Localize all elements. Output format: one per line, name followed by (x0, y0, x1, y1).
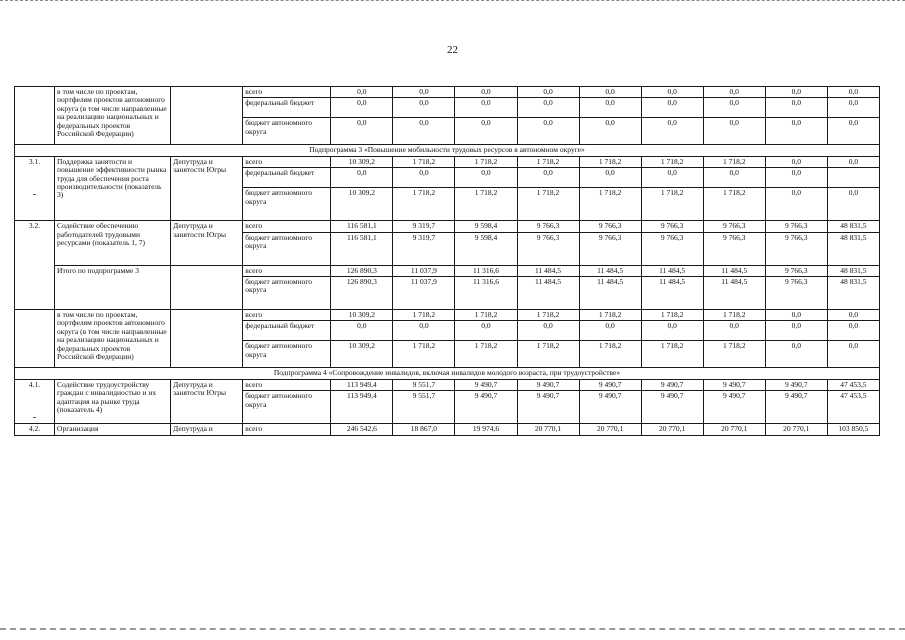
value-cell: 0,0 (517, 98, 579, 118)
value-cell: 9 490,7 (517, 391, 579, 424)
value-cell: 0,0 (517, 118, 579, 145)
value-cell: 0,0 (331, 87, 393, 98)
value-cell: 0,0 (579, 168, 641, 188)
source-label: всего (243, 87, 331, 98)
value-cell: 0,0 (393, 98, 455, 118)
item-4-2-name: Организация (55, 424, 171, 435)
value-cell: 0,0 (393, 118, 455, 145)
value-cell: 9 766,3 (579, 232, 641, 265)
total-sub3-label: Итого по подпрограмме 3 (55, 265, 171, 309)
value-cell: 48 831,5 (827, 232, 879, 265)
source-label: всего (243, 379, 331, 390)
value-cell: 0,0 (765, 341, 827, 368)
value-cell: 0,0 (393, 321, 455, 341)
value-cell: 1 718,2 (455, 156, 517, 167)
value-cell: 11 037,9 (393, 276, 455, 309)
value-cell: 1 718,2 (393, 341, 455, 368)
subprogram-3-title: Подпрограмма 3 «Повышение мобильности трудовых ресурсов в автономном округе» (15, 145, 880, 156)
value-cell (827, 168, 879, 188)
value-cell: 10 309,2 (331, 341, 393, 368)
value-cell: 0,0 (579, 87, 641, 98)
value-cell: 11 484,5 (579, 265, 641, 276)
value-cell: 9 490,7 (765, 379, 827, 390)
value-cell: 47 453,5 (827, 379, 879, 390)
value-cell: 9 319,7 (393, 221, 455, 232)
value-cell: 0,0 (827, 321, 879, 341)
value-cell: 1 718,2 (393, 309, 455, 320)
value-cell: 0,0 (393, 87, 455, 98)
subprogram-4-header-row (15, 368, 880, 379)
item-4-1-executor: Депутруда и занятости Югры (171, 379, 243, 423)
value-cell: 0,0 (455, 321, 517, 341)
value-cell: 103 850,5 (827, 424, 879, 435)
source-label: всего (243, 221, 331, 232)
source-label: бюджет автономного округа (243, 232, 331, 265)
value-cell: 48 831,5 (827, 221, 879, 232)
value-cell: 0,0 (393, 168, 455, 188)
value-cell: 1 718,2 (703, 188, 765, 221)
value-cell: 1 718,2 (579, 156, 641, 167)
item-4-1-row-total (15, 379, 880, 390)
value-cell: 9 766,3 (641, 232, 703, 265)
value-cell: 0,0 (455, 168, 517, 188)
value-cell: 0,0 (827, 87, 879, 98)
value-cell: 0,0 (765, 156, 827, 167)
value-cell: 11 037,9 (393, 265, 455, 276)
value-cell: 0,0 (827, 341, 879, 368)
value-cell: 10 309,2 (331, 156, 393, 167)
value-cell: 0,0 (641, 321, 703, 341)
item-3-1-name: Поддержка занятости и повышение эффективности рынка труда для обеспечения роста производительности (показатель 3) (55, 156, 171, 220)
item-3-2-executor: Депутруда и занятости Югры (171, 221, 243, 265)
row-number: 4.1. (28, 379, 41, 389)
value-cell: 9 766,3 (765, 265, 827, 276)
portfolio-b-row-total (15, 309, 880, 320)
value-cell: 0,0 (641, 118, 703, 145)
value-cell: 1 718,2 (455, 309, 517, 320)
value-cell: 9 598,4 (455, 221, 517, 232)
value-cell: 11 484,5 (517, 276, 579, 309)
value-cell: 0,0 (331, 98, 393, 118)
value-cell: 18 867,0 (393, 424, 455, 435)
value-cell: 0,0 (827, 118, 879, 145)
value-cell: 11 484,5 (703, 276, 765, 309)
value-cell: 48 831,5 (827, 265, 879, 276)
value-cell: 9 490,7 (455, 391, 517, 424)
item-3-2-row-total (15, 221, 880, 232)
value-cell: 126 890,3 (331, 265, 393, 276)
value-cell: 20 770,1 (765, 424, 827, 435)
source-label: бюджет автономного округа (243, 341, 331, 368)
value-cell: 0,0 (703, 168, 765, 188)
value-cell: 0,0 (517, 168, 579, 188)
value-cell: 20 770,1 (579, 424, 641, 435)
value-cell: 1 718,2 (703, 156, 765, 167)
value-cell: 113 949,4 (331, 391, 393, 424)
value-cell: 1 718,2 (641, 309, 703, 320)
value-cell: 0,0 (703, 87, 765, 98)
value-cell: 1 718,2 (517, 341, 579, 368)
value-cell: 0,0 (455, 118, 517, 145)
value-cell: 9 490,7 (579, 379, 641, 390)
row-number: 4.2. (15, 424, 55, 435)
value-cell: 113 949,4 (331, 379, 393, 390)
portfolio-a-row-total (15, 87, 880, 98)
value-cell: 0,0 (331, 321, 393, 341)
source-label: всего (243, 265, 331, 276)
value-cell: 0,0 (641, 87, 703, 98)
value-cell: 9 766,3 (765, 221, 827, 232)
value-cell: 9 319,7 (393, 232, 455, 265)
value-cell: 11 316,6 (455, 265, 517, 276)
source-label: всего (243, 309, 331, 320)
value-cell: 1 718,2 (393, 156, 455, 167)
scan-edge-top (0, 0, 905, 3)
value-cell: 0,0 (331, 168, 393, 188)
item-4-2-row-total (15, 424, 880, 435)
value-cell: 11 316,6 (455, 276, 517, 309)
value-cell: 11 484,5 (641, 265, 703, 276)
value-cell: 246 542,6 (331, 424, 393, 435)
source-label: федеральный бюджет (243, 168, 331, 188)
total-sub3-row-total (15, 265, 880, 276)
scan-mark: - (32, 189, 37, 201)
value-cell: 9 551,7 (393, 379, 455, 390)
value-cell: 20 770,1 (703, 424, 765, 435)
value-cell: 9 490,7 (703, 391, 765, 424)
value-cell: 0,0 (765, 168, 827, 188)
row-number: 3.1. (28, 156, 41, 166)
value-cell: 9 766,3 (765, 232, 827, 265)
value-cell: 9 490,7 (641, 379, 703, 390)
scan-edge-bottom (0, 628, 905, 640)
value-cell: 10 309,2 (331, 188, 393, 221)
value-cell: 0,0 (455, 98, 517, 118)
value-cell: 1 718,2 (579, 341, 641, 368)
value-cell: 1 718,2 (703, 309, 765, 320)
value-cell: 9 766,3 (703, 221, 765, 232)
value-cell: 1 718,2 (393, 188, 455, 221)
value-cell: 9 598,4 (455, 232, 517, 265)
value-cell: 0,0 (827, 98, 879, 118)
source-label: всего (243, 424, 331, 435)
portfolio-a-label: в том числе по проектам, портфелям проектов автономного округа (в том числе направленные на реализацию национальных и федеральных проектов Российской Федерации) (55, 87, 171, 145)
value-cell: 11 484,5 (703, 265, 765, 276)
value-cell: 11 484,5 (517, 265, 579, 276)
value-cell: 0,0 (765, 309, 827, 320)
value-cell: 0,0 (579, 98, 641, 118)
source-label: федеральный бюджет (243, 98, 331, 118)
value-cell: 0,0 (703, 321, 765, 341)
value-cell: 9 766,3 (517, 232, 579, 265)
scan-mark: - (32, 412, 37, 424)
value-cell: 9 490,7 (579, 391, 641, 424)
value-cell: 9 490,7 (765, 391, 827, 424)
value-cell: 9 490,7 (517, 379, 579, 390)
value-cell: 0,0 (703, 98, 765, 118)
item-4-2-executor: Депутруда и (171, 424, 243, 435)
value-cell: 0,0 (765, 188, 827, 221)
page-number: 22 (447, 44, 458, 56)
value-cell: 9 766,3 (579, 221, 641, 232)
value-cell: 9 551,7 (393, 391, 455, 424)
portfolio-b-label: в том числе по проектам, портфелям проектов автономного округа (в том числе направленные на реализацию национальных и федеральных проектов Российской Федерации) (55, 309, 171, 367)
row-number: 3.2. (15, 221, 55, 310)
value-cell: 0,0 (765, 87, 827, 98)
value-cell: 0,0 (765, 321, 827, 341)
value-cell: 0,0 (579, 118, 641, 145)
value-cell: 0,0 (765, 98, 827, 118)
value-cell: 1 718,2 (517, 188, 579, 221)
value-cell: 9 490,7 (641, 391, 703, 424)
value-cell: 11 484,5 (641, 276, 703, 309)
value-cell: 1 718,2 (455, 188, 517, 221)
value-cell: 9 766,3 (641, 221, 703, 232)
value-cell: 0,0 (517, 87, 579, 98)
value-cell: 1 718,2 (703, 341, 765, 368)
value-cell: 1 718,2 (517, 156, 579, 167)
value-cell: 0,0 (827, 188, 879, 221)
item-3-2-name: Содействие обеспечению работодателей трудовыми ресурсами (показатель 1, 7) (55, 221, 171, 265)
item-3-1-row-total (15, 156, 880, 167)
value-cell: 47 453,5 (827, 391, 879, 424)
value-cell: 126 890,3 (331, 276, 393, 309)
source-label: федеральный бюджет (243, 321, 331, 341)
value-cell: 9 766,3 (703, 232, 765, 265)
value-cell: 48 831,5 (827, 276, 879, 309)
value-cell: 0,0 (827, 309, 879, 320)
subprogram-4-title: Подпрограмма 4 «Сопровождение инвалидов, включая инвалидов молодого возраста, при трудоустройстве» (15, 368, 880, 379)
value-cell: 0,0 (455, 87, 517, 98)
source-label: бюджет автономного округа (243, 118, 331, 145)
source-label: всего (243, 156, 331, 167)
source-label: бюджет автономного округа (243, 276, 331, 309)
source-label: бюджет автономного округа (243, 391, 331, 424)
value-cell: 9 766,3 (765, 276, 827, 309)
value-cell: 0,0 (641, 168, 703, 188)
value-cell: 0,0 (517, 321, 579, 341)
value-cell: 0,0 (641, 98, 703, 118)
value-cell: 9 766,3 (517, 221, 579, 232)
value-cell: 116 581,1 (331, 221, 393, 232)
value-cell: 1 718,2 (641, 188, 703, 221)
value-cell: 116 581,1 (331, 232, 393, 265)
value-cell: 1 718,2 (579, 309, 641, 320)
item-4-1-name: Содействие трудоустройству граждан с инвалидностью и их адаптация на рынке труда (показатель 4) (55, 379, 171, 423)
value-cell: 19 974,6 (455, 424, 517, 435)
value-cell: 0,0 (703, 118, 765, 145)
value-cell: 0,0 (579, 321, 641, 341)
value-cell: 20 770,1 (517, 424, 579, 435)
value-cell: 11 484,5 (579, 276, 641, 309)
value-cell: 1 718,2 (517, 309, 579, 320)
value-cell: 9 490,7 (455, 379, 517, 390)
value-cell: 0,0 (765, 118, 827, 145)
value-cell: 0,0 (331, 118, 393, 145)
value-cell: 1 718,2 (579, 188, 641, 221)
subprogram-3-header-row (15, 145, 880, 156)
value-cell: 1 718,2 (455, 341, 517, 368)
value-cell: 1 718,2 (641, 341, 703, 368)
item-3-1-executor: Депутруда и занятости Югры (171, 156, 243, 220)
value-cell: 9 490,7 (703, 379, 765, 390)
budget-table (14, 86, 880, 436)
value-cell: 1 718,2 (641, 156, 703, 167)
value-cell: 20 770,1 (641, 424, 703, 435)
value-cell: 10 309,2 (331, 309, 393, 320)
source-label: бюджет автономного округа (243, 188, 331, 221)
value-cell: 0,0 (827, 156, 879, 167)
